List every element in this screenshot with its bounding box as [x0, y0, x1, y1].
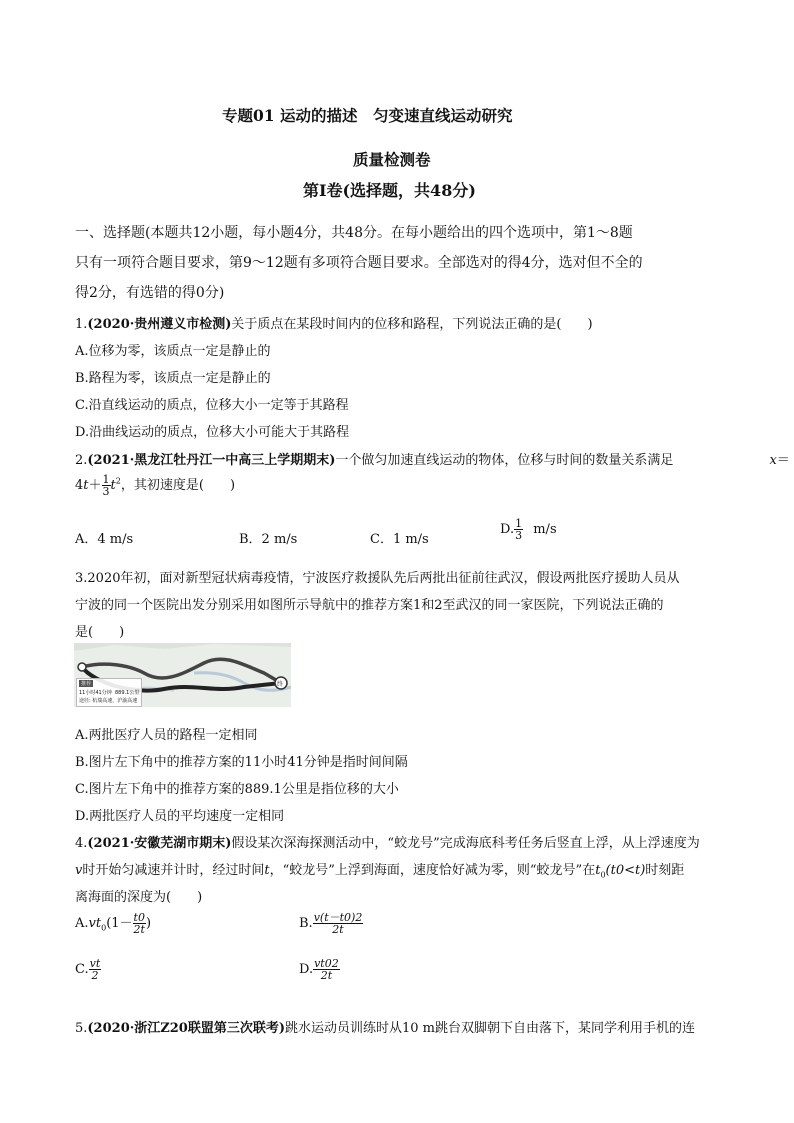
- question-3-line1: 3.2020年初，面对新型冠状病毒疫情，宁波医疗救援队先后两批出征前往武汉，假设两批医疗援助人员从: [75, 571, 680, 586]
- question-2-option-c: C．1 m/s: [370, 532, 429, 547]
- question-3-option-a: A.两批医疗人员的路程一定相同: [75, 728, 258, 743]
- section-instructions-line1: 一、选择题(本题共12小题，每小题4分，共48分。在每小题给出的四个选项中，第1～8题: [75, 225, 633, 241]
- question-1-source: (2020·贵州遵义市检测): [87, 317, 232, 332]
- page-title: 专题01 运动的描述 匀变速直线运动研究: [222, 106, 513, 125]
- question-5-stem: 5.(2020·浙江Z20联盟第三次联考)跳水运动员训练时从10 m跳台双脚朝下自由落下，某同学利用手机的连: [75, 1021, 696, 1036]
- question-4-option-d: D. $\frac{vt02}{2t}$: [299, 957, 339, 982]
- question-2-option-a: A．4 m/s: [75, 532, 134, 547]
- question-3-option-d: D.两批医疗人员的平均速度一定相同: [75, 809, 285, 824]
- question-4-option-a: $A.vt_0(1-$ $\frac{t0}{2t}$ ): [75, 911, 152, 936]
- question-4-option-c: C. $\frac{vt}{2}$: [75, 957, 101, 982]
- question-3-option-c: C.图片左下角中的推荐方案的889.1公里是指位移的大小: [75, 782, 399, 797]
- map-badge: 推荐: [81, 681, 92, 687]
- question-2-option-b: B．2 m/s: [239, 532, 298, 547]
- navigation-map-image: [74, 643, 291, 707]
- page-subtitle: 质量检测卷: [353, 150, 431, 169]
- question-1-option-d: D.沿曲线运动的质点，位移大小可能大于其路程: [75, 425, 350, 440]
- question-2-stem: 2.(2021·黑龙江牡丹江一中高三上学期期末)一个做匀加速直线运动的物体，位移与时间的数量关系满足 x＝: [75, 453, 790, 468]
- question-2-option-d: D. $\frac{1}{3}$ m/s: [500, 517, 557, 542]
- map-route-roads: 途径: 杭瑞高速，沪渝高速: [79, 698, 138, 704]
- map-route-time: 11小时41分钟: [79, 690, 112, 696]
- section-instructions-line2: 只有一项符合题目要求，第9～12题有多项符合题目要求。全部选对的得4分，选对但不全的: [75, 255, 643, 271]
- section-instructions-line3: 得2分，有选错的得0分): [75, 285, 225, 301]
- question-1-option-c: C.沿直线运动的质点，位移大小一定等于其路程: [75, 398, 349, 413]
- question-2-source: (2021·黑龙江牡丹江一中高三上学期期末): [87, 453, 336, 468]
- question-5-source: (2020·浙江Z20联盟第三次联考): [87, 1021, 285, 1036]
- question-3-line2: 宁波的同一个医院出发分别采用如图所示导航中的推荐方案1和2至武汉的同一家医院，下列说法正确的: [75, 598, 664, 613]
- map-route-distance: 889.1公里: [115, 690, 140, 696]
- question-2-expression: 4t＋ $\frac{1}{3}$ $t^2$，其初速度是( ): [75, 473, 236, 498]
- question-1-option-a: A.位移为零，该质点一定是静止的: [75, 344, 271, 359]
- question-4-stem: 4.(2021·安徽芜湖市期末)假设某次深海探测活动中，“蛟龙号”完成海底科考任务后竖直上浮，从上浮速度为: [75, 836, 700, 851]
- svg-text:终: 终: [277, 681, 284, 688]
- question-4-option-b: B. $\frac{v(t-t0)2}{2t}$: [299, 911, 363, 936]
- question-3-option-b: B.图片左下角中的推荐方案的11小时41分钟是指时间间隔: [75, 755, 408, 770]
- part-heading: 第Ⅰ卷(选择题，共48分): [303, 181, 476, 200]
- question-3-line3: 是( ): [75, 625, 125, 640]
- question-1-stem: 1.(2020·贵州遵义市检测)关于质点在某段时间内的位移和路程，下列说法正确的是( ): [75, 317, 593, 332]
- map-route-panel: [76, 678, 142, 707]
- question-1-option-b: B.路程为零，该质点一定是静止的: [75, 371, 271, 386]
- question-4-line2: v时开始匀减速并计时，经过时间t，“蛟龙号”上浮到海面，速度恰好减为零，则“蛟龙号”在$t_0(t0<t)$时刻距: [75, 863, 685, 880]
- question-4-source: (2021·安徽芜湖市期末): [87, 836, 232, 851]
- question-4-line3: 离海面的深度为( ): [75, 890, 203, 905]
- fraction: $\frac{1}{3}$: [102, 473, 110, 498]
